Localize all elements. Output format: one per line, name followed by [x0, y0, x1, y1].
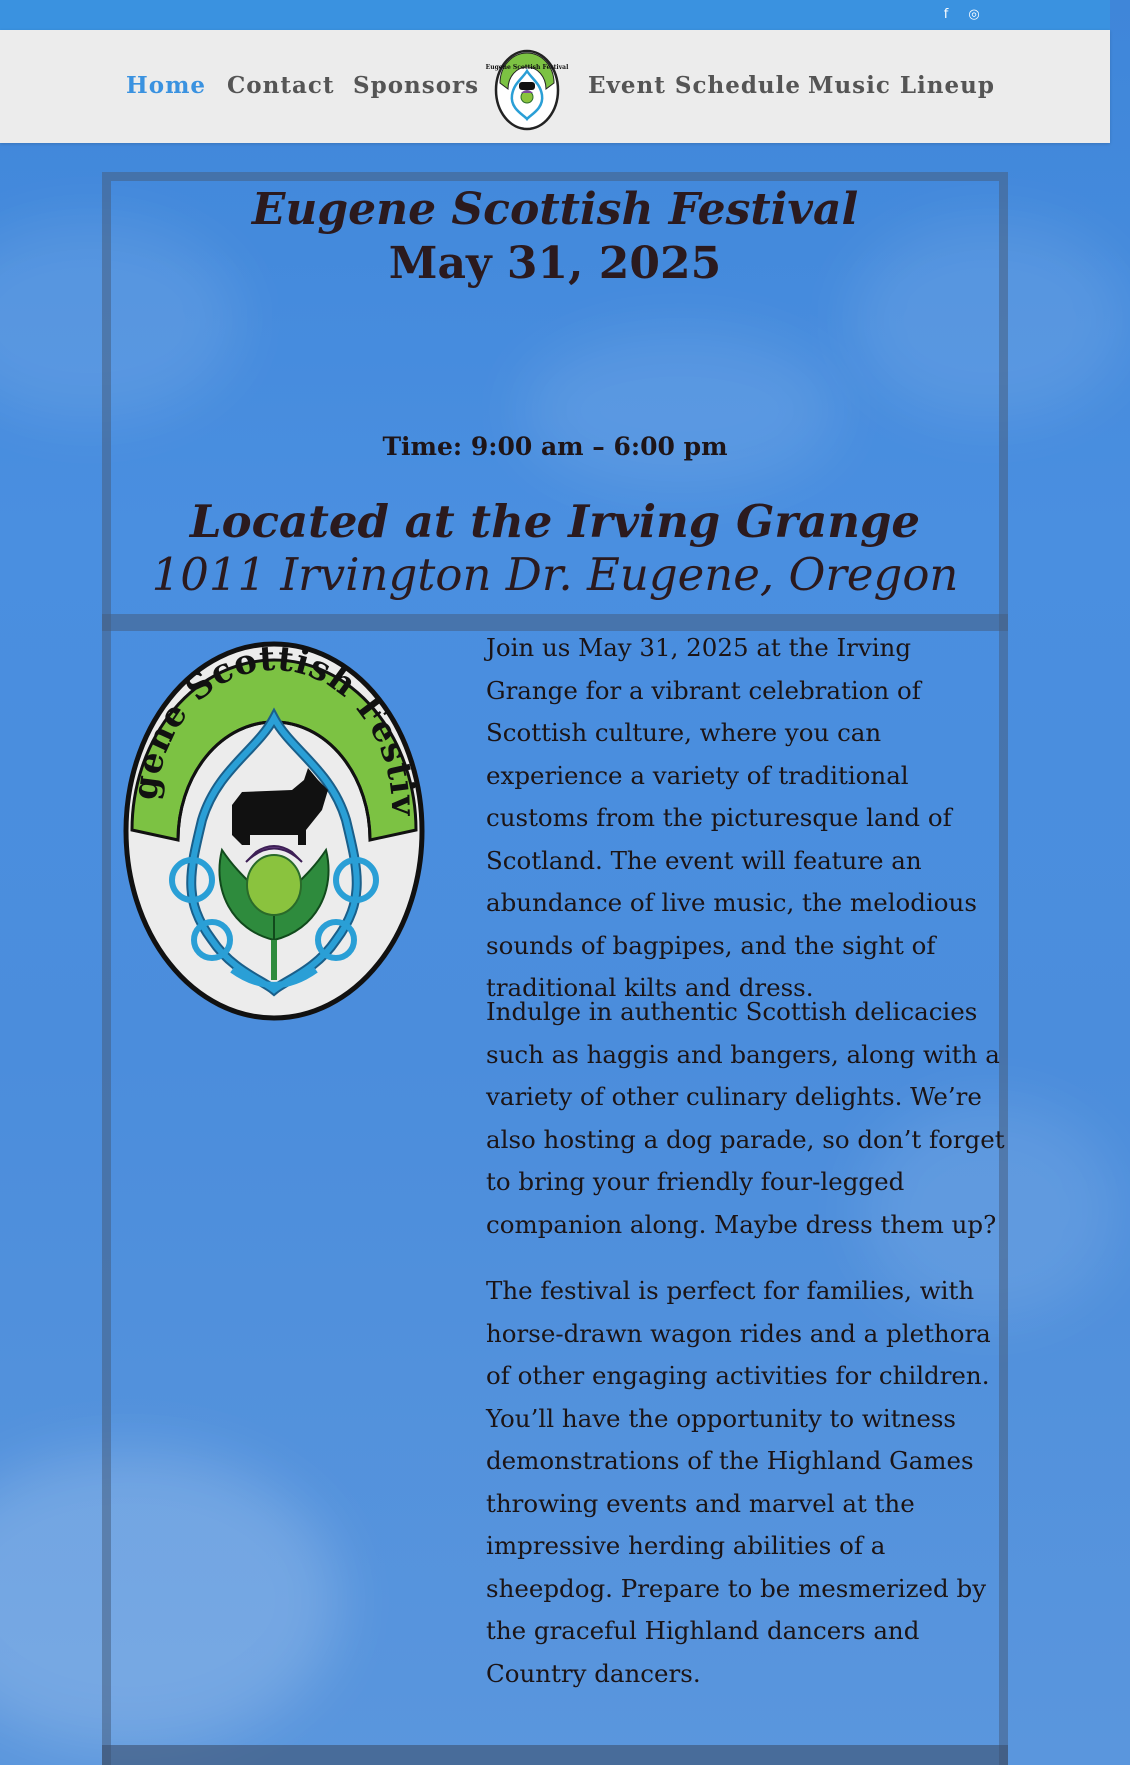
festival-date: May 31, 2025: [388, 238, 722, 289]
nav-music-lineup[interactable]: Music Lineup: [808, 72, 995, 99]
food-paragraph: Indulge in authentic Scottish delicacies such as haggis and bangers, along with a variety of other culinary delights. We’re also hosting a dog parade, so don’t forget to bring your friendly four-legged companion along. Maybe dress them up?: [486, 997, 1005, 1239]
section-band: [102, 1745, 1008, 1765]
svg-text:Eugene Scottish Festival: Eugene Scottish Festival: [485, 64, 569, 71]
nav-event-schedule[interactable]: Event Schedule: [588, 72, 802, 99]
festival-crest-icon: [122, 640, 426, 1022]
intro-paragraph: Join us May 31, 2025 at the Irving Grange for a vibrant celebration of Scottish culture, where you can experience a variety of traditional customs from the picturesque land of Scotland. The event will feature an abundance of live music, the melodious sounds of bagpipes, and the sight of traditional kilts and dress.: [486, 633, 977, 1002]
festival-logo-icon: [485, 49, 569, 131]
main-header: [0, 30, 1110, 143]
social-bar: [0, 0, 1110, 30]
location-title: Located at the Irving Grange: [189, 495, 921, 548]
festival-logo: [122, 640, 426, 1022]
svg-text:Eugene Scottish Festival: gene Scottish Festiv: [125, 640, 424, 817]
family-paragraph: The festival is perfect for families, with horse-drawn wagon rides and a plethora of other engaging activities for children. You’ll have the opportunity to witness demonstrations of the Highland Games throwing events and marvel at the impressive herding abilities of a sheepdog. Prepare to be mesmerized by the graceful Highland dancers and Country dancers.: [486, 1276, 991, 1688]
facebook-icon[interactable]: f: [943, 7, 949, 22]
nav-sponsors[interactable]: Sponsors: [353, 72, 480, 99]
nav-home[interactable]: Home: [126, 72, 207, 99]
location-address: 1011 Irvington Dr. Eugene, Oregon: [151, 548, 959, 601]
site-logo[interactable]: [485, 49, 569, 131]
festival-time: Time: 9:00 am – 6:00 pm: [382, 432, 728, 461]
festival-title: Eugene Scottish Festival: [251, 184, 859, 235]
instagram-icon[interactable]: ◎: [968, 7, 980, 22]
nav-contact[interactable]: Contact: [227, 72, 335, 99]
